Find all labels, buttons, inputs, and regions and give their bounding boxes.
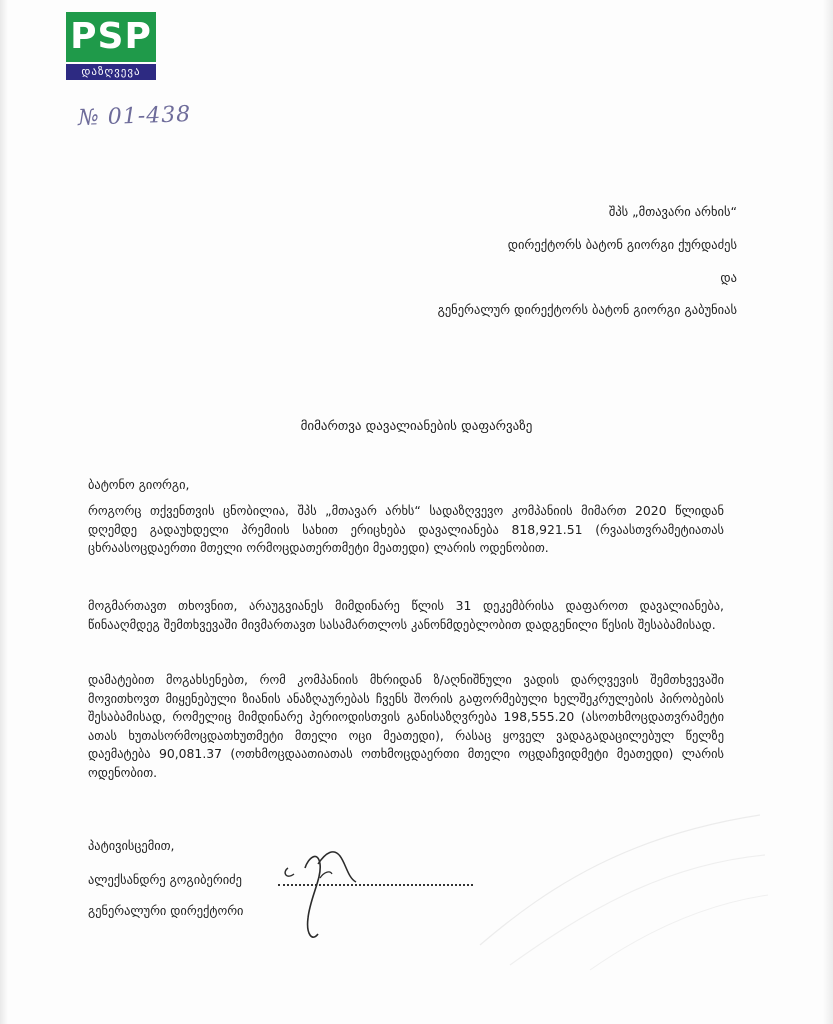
addressee-and: და: [720, 270, 737, 285]
page-left-edge: [0, 0, 8, 1024]
addressee-director: დირექტორს ბატონ გიორგი ქურდაძეს: [507, 237, 737, 252]
page-right-edge: [823, 0, 833, 1024]
registration-number: № 01-438: [77, 102, 192, 131]
handwritten-signature: [260, 838, 370, 948]
letter-subject: მიმართვა დავალიანების დაფარვაზე: [300, 419, 533, 434]
company-logo: [66, 12, 156, 80]
signer-title: გენერალური დირექტორი: [88, 903, 244, 918]
closing: პატივისცემით,: [88, 838, 175, 853]
logo-tagline: დაზღვევა: [66, 64, 156, 80]
addressee-general-director: გენერალურ დირექტორს ბატონ გიორგი გაბუნიას: [437, 302, 737, 317]
greeting: ბატონო გიორგი,: [88, 477, 190, 492]
signer-name: ალექსანდრე გოგიბერიძე: [88, 872, 242, 887]
addressee-company: შპს „მთავარი არხის“: [608, 204, 737, 219]
paragraph-request: მოგმართავთ თხოვნით, არაუგვიანეს მიმდინარე წლის 31 დეკემბრისა დაფაროთ დავალიანება, წინააღმდეგ შემთხვევაში მივმართავთ სასამართლოს კანონმდებლობით დადგენილი წესის შესაბამისად.: [88, 598, 724, 632]
faint-watermark: [470, 795, 770, 975]
paragraph-debt: როგორც თქვენთვის ცნობილია, შპს „მთავარ არხს“ სადაზღვევო კომპანიის მიმართ 2020 წლიდან დღემდე გადაუხდელი პრემიის სახით ერიცხება დავალიანება 818,921.51 (რვაასთვრამეტიათას ცხრაასოცდაერთი მთელი ორმოცდათერთმეტი მეათედი) ლარის ოდენობით.: [88, 503, 724, 555]
paragraph-damages: დამატებით მოგახსენებთ, რომ კომპანიის მხრიდან ზ/აღნიშნული ვადის დარღვევის შემთხვევაში მოვითხოვთ მიყენებული ზიანის ანაზღაურებას ჩვენს შორის გაფორმებული ხელშეკრულების პირობების შესაბამისად, რომელიც მიმდინარე პერიოდისთვის განისაზღვრება 198,555.20 (ასოთხმოცდათვრამეტი ათას ხუთასორმოცდათხუთმეტი მთელი ოცი მეათედი), რასაც ყოველ ვადაგადაცილებულ წელზე დაემატება 90,081.37 (ოთხმოცდაათიათას ოთხმოცდაერთი მთელი ოცდაჩვიდმეტი მეათედი) ლარის ოდენობით.: [88, 672, 724, 780]
logo-brand: PSP: [66, 12, 156, 62]
